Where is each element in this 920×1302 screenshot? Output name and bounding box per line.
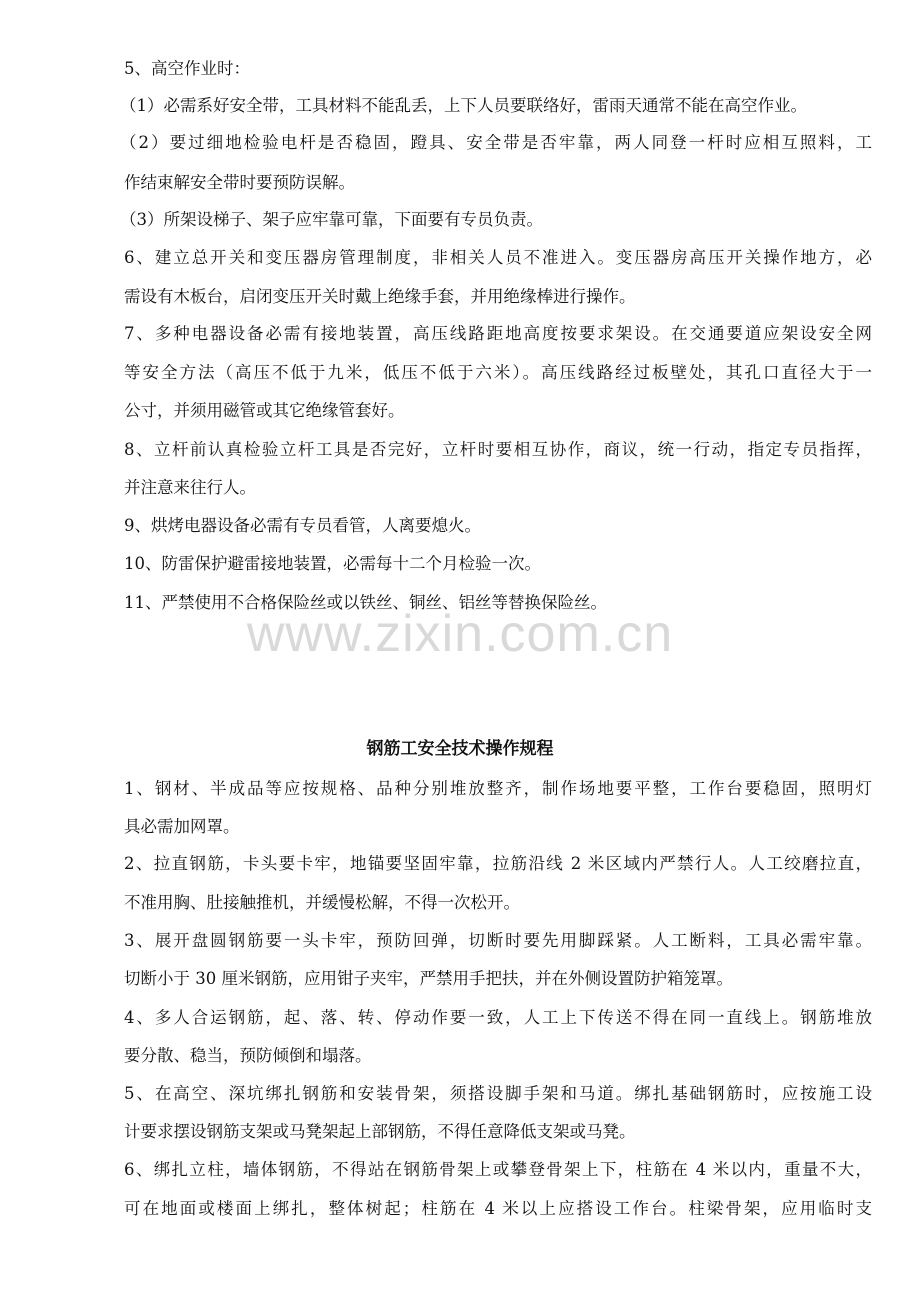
text-line: 3、展开盘圆钢筋要一头卡牢，预防回弹，切断时要先用脚踩紧。人工断料，工具必需牢靠。 (124, 931, 872, 950)
text-line: 要分散、稳当，预防倾倒和塌落。 (124, 1046, 372, 1065)
text-line: 11、严禁使用不合格保险丝或以铁丝、铜丝、铝丝等替换保险丝。 (124, 593, 607, 612)
text-line: 6、建立总开关和变压器房管理制度，非相关人员不准进入。变压器房高压开关操作地方，必 (124, 248, 872, 267)
text-line: 8、立杆前认真检验立杆工具是否完好，立杆时要相互协作，商议，统一行动，指定专员指挥， (124, 440, 872, 459)
text-line: 5、在高空、深坑绑扎钢筋和安装骨架，须搭设脚手架和马道。绑扎基础钢筋时，应按施工设 (124, 1084, 872, 1103)
text-line: 等安全方法（高压不低于九米，低压不低于六米）。高压线路经过板壁处，其孔口直径大于一 (124, 363, 872, 382)
text-line: 切断小于 30 厘米钢筋，应用钳子夹牢，严禁用手把扶，并在外侧设置防护箱笼罩。 (124, 969, 733, 988)
text-line: 并注意来往行人。 (124, 478, 256, 497)
text-line: 需设有木板台，启闭变压开关时戴上绝缘手套，并用绝缘棒进行操作。 (124, 287, 636, 306)
text-line: 10、防雷保护避雷接地装置，必需每十二个月检验一次。 (124, 554, 541, 573)
text-line: 5、高空作业时： (124, 59, 250, 78)
text-line: 6、绑扎立柱，墙体钢筋，不得站在钢筋骨架上或攀登骨架上下，柱筋在 4 米以内，重量不大， (124, 1160, 872, 1179)
text-line: 1、钢材、半成品等应按规格、品种分别堆放整齐，制作场地要平整，工作台要稳固，照明灯 (124, 779, 872, 798)
section-title: 钢筋工安全技术操作规程 (366, 739, 554, 759)
text-line: 2、拉直钢筋，卡头要卡牢，地锚要坚固牢靠，拉筋沿线 2 米区域内严禁行人。人工绞磨拉直， (124, 854, 872, 873)
text-line: 作结束解安全带时要预防误解。 (124, 173, 355, 192)
text-line: 9、烘烤电器设备必需有专员看管，人离要熄火。 (124, 516, 481, 535)
text-line: （3）所架设梯子、架子应牢靠可靠，下面要有专员负责。 (120, 210, 543, 229)
text-line: 4、多人合运钢筋，起、落、转、停动作要一致，人工上下传送不得在同一直线上。钢筋堆放 (124, 1008, 872, 1027)
text-line: 可在地面或楼面上绑扎，整体树起；柱筋在 4 米以上应搭设工作台。柱梁骨架，应用临时支 (124, 1199, 872, 1218)
text-line: 不准用胸、肚接触推机，并缓慢松解，不得一次松开。 (124, 893, 520, 912)
text-line: 7、多种电器设备必需有接地装置，高压线路距地高度按要求架设。在交通要道应架设安全网 (124, 324, 872, 343)
watermark: www.zixin.com.cn (246, 605, 674, 663)
text-line: 公寸，并须用磁管或其它绝缘管套好。 (124, 401, 405, 420)
text-line: （2）要过细地检验电杆是否稳固，蹬具、安全带是否牢靠，两人同登一杆时应相互照料，工 (120, 133, 872, 152)
text-line: （1）必需系好安全带，工具材料不能乱丢，上下人员要联络好，雷雨天通常不能在高空作业。 (120, 96, 807, 115)
text-line: 计要求摆设钢筋支架或马凳架起上部钢筋，不得任意降低支架或马凳。 (124, 1122, 636, 1141)
text-line: 具必需加网罩。 (124, 817, 240, 836)
